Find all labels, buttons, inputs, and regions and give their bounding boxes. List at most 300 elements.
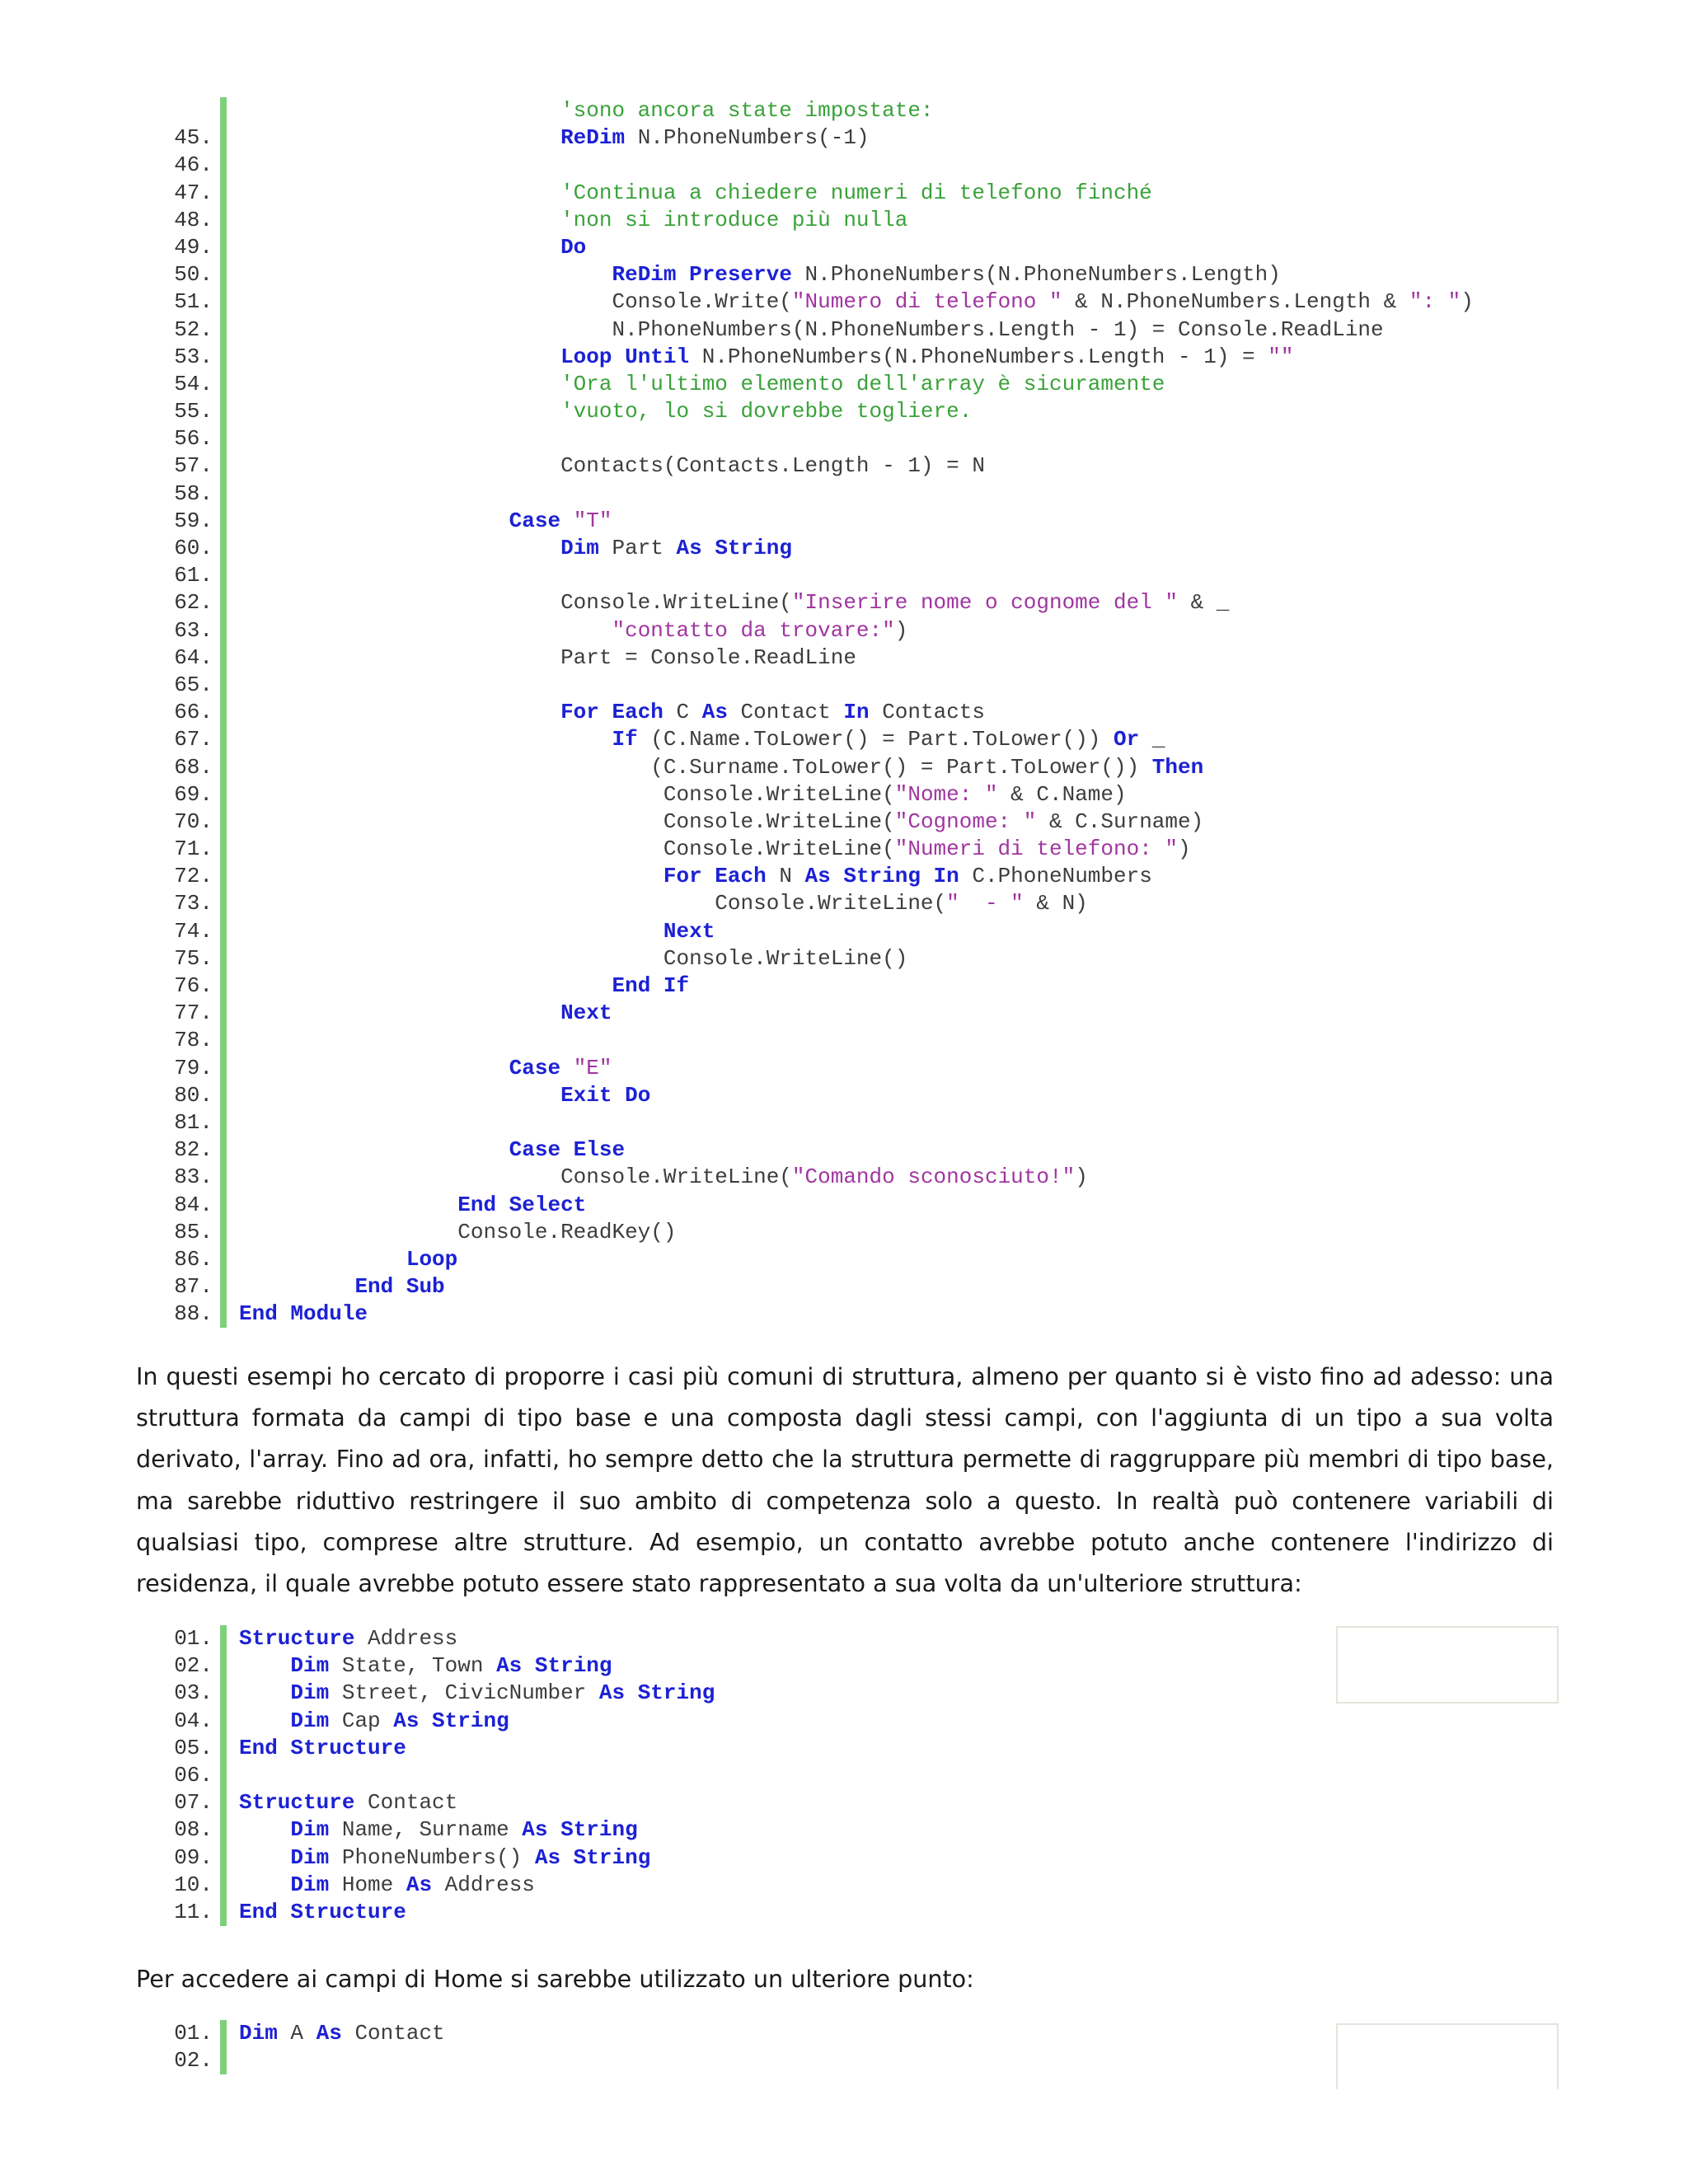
gutter-bar — [220, 808, 227, 836]
code-block-main-module — [124, 97, 1558, 1328]
gutter-bar — [220, 918, 227, 945]
code-line — [124, 1762, 1558, 1789]
gutter-bar — [220, 1164, 227, 1191]
keyword-token: As — [701, 700, 728, 725]
keyword-token: Case Else — [509, 1137, 626, 1163]
gutter-bar — [220, 890, 227, 917]
code-token — [239, 344, 560, 369]
code-text — [239, 699, 985, 726]
code-token: & C.Name) — [997, 781, 1127, 807]
code-token: & C.Surname) — [1036, 808, 1204, 834]
code-line — [124, 234, 1558, 261]
keyword-token: End Structure — [239, 1735, 406, 1760]
gutter-bar — [220, 1109, 227, 1137]
keyword-token: ReDim Preserve — [612, 262, 792, 288]
line-number: 48. — [174, 207, 213, 232]
gutter-bar — [220, 425, 227, 452]
string-token: "Cognome: " — [894, 808, 1037, 834]
keyword-token: As String — [598, 1680, 715, 1706]
keyword-token: As String — [496, 1653, 612, 1679]
gutter-bar — [220, 1055, 227, 1082]
code-token — [239, 1817, 290, 1842]
keyword-token: If — [612, 727, 638, 752]
keyword-token: Next — [560, 1001, 612, 1026]
line-number: 02. — [174, 2048, 213, 2074]
code-token — [560, 1056, 574, 1080]
code-line — [124, 589, 1558, 616]
gutter-bar — [220, 1789, 227, 1816]
line-number: 78. — [174, 1028, 213, 1053]
code-text — [239, 1680, 715, 1707]
code-token: N.PhoneNumbers(-1) — [625, 125, 870, 151]
line-number: 65. — [174, 672, 213, 697]
string-token: "Inserire nome o cognome del " — [791, 590, 1178, 616]
code-text — [239, 1000, 612, 1027]
code-line — [124, 535, 1558, 562]
line-number: 09. — [174, 1844, 213, 1870]
code-line — [124, 644, 1558, 672]
line-number: 54. — [174, 371, 213, 396]
code-line — [124, 1273, 1558, 1301]
code-token — [239, 1193, 457, 1217]
keyword-token: As — [316, 2021, 342, 2046]
gutter-bar — [220, 344, 227, 371]
code-line — [124, 288, 1558, 316]
line-number: 70. — [174, 808, 213, 834]
line-number: 58. — [174, 480, 213, 506]
code-token: ) — [1178, 837, 1191, 862]
code-text — [239, 1219, 677, 1246]
code-token: Console.WriteLine() — [239, 945, 908, 971]
code-token — [239, 235, 560, 260]
gutter-bar — [220, 1027, 227, 1054]
code-line — [124, 562, 1558, 589]
gutter-bar — [220, 207, 227, 234]
gutter-bar — [220, 836, 227, 863]
code-text — [239, 316, 1384, 344]
code-text — [239, 1708, 509, 1735]
keyword-token: Dim — [290, 1844, 330, 1870]
line-number: 66. — [174, 700, 213, 725]
code-line — [124, 699, 1558, 726]
code-token: Part — [598, 536, 677, 560]
code-token — [239, 125, 560, 150]
code-text — [239, 617, 907, 644]
code-text — [239, 1652, 612, 1680]
code-token — [239, 864, 663, 888]
keyword-token: As — [406, 1872, 433, 1897]
gutter-bar — [220, 945, 227, 972]
gutter-bar — [220, 1816, 227, 1844]
gutter-bar — [220, 97, 227, 124]
code-line — [124, 316, 1558, 344]
code-text — [239, 234, 586, 261]
code-token — [560, 509, 574, 533]
line-number: 88. — [174, 1301, 213, 1327]
keyword-token: As String — [676, 536, 792, 560]
code-text — [239, 754, 1203, 781]
comment-token: 'Continua a chiedere numeri di telefono finché — [239, 180, 1152, 205]
gutter-bar — [220, 124, 227, 152]
line-number: 08. — [174, 1817, 213, 1843]
line-number: 53. — [174, 344, 213, 369]
gutter-bar — [220, 316, 227, 344]
gutter-bar — [220, 1192, 227, 1219]
line-number: 10. — [174, 1872, 213, 1897]
code-text — [239, 398, 972, 425]
gutter-bar — [220, 535, 227, 562]
code-token: Contacts(Contacts.Length - 1) = N — [239, 453, 985, 479]
code-text — [239, 344, 1293, 371]
code-token — [239, 1137, 509, 1162]
code-token: Console.WriteLine( — [239, 891, 947, 916]
line-number: 81. — [174, 1109, 213, 1135]
keyword-token: For Each — [560, 700, 663, 725]
code-line — [124, 1899, 1558, 1926]
line-number: 45. — [174, 125, 213, 151]
keyword-token: In — [843, 700, 870, 725]
string-token: " - " — [946, 891, 1024, 916]
keyword-token: End Structure — [239, 1899, 406, 1924]
code-token — [239, 919, 663, 944]
gutter-bar — [220, 288, 227, 316]
keyword-token: Then — [1151, 754, 1204, 780]
line-number: 80. — [174, 1082, 213, 1108]
code-token — [239, 536, 560, 560]
gutter-bar — [220, 1652, 227, 1680]
keyword-token: Structure — [239, 1790, 355, 1816]
code-token: Contact — [341, 2021, 445, 2046]
code-token: Console.WriteLine( — [239, 590, 792, 616]
gutter-bar — [220, 508, 227, 535]
gutter-bar — [220, 617, 227, 644]
comment-token: 'non si introduce più nulla — [239, 207, 908, 232]
gutter-bar — [220, 972, 227, 1000]
code-token — [239, 1083, 560, 1108]
code-line — [124, 207, 1558, 234]
code-token: N — [766, 864, 805, 889]
comment-token: 'Ora l'ultimo elemento dell'array è sicuramente — [239, 371, 1165, 396]
keyword-token: Dim — [290, 1708, 330, 1733]
code-text — [239, 1137, 625, 1164]
line-number: 68. — [174, 754, 213, 780]
comment-token: 'sono ancora state impostate: — [239, 98, 934, 123]
code-line — [124, 972, 1558, 1000]
code-line — [124, 398, 1558, 425]
gutter-bar — [220, 672, 227, 699]
code-text — [239, 1082, 650, 1109]
gutter-bar — [220, 371, 227, 398]
keyword-token: Or — [1114, 727, 1140, 752]
code-token: Console.WriteLine( — [239, 1165, 792, 1190]
line-number: 46. — [174, 152, 213, 178]
code-text — [239, 508, 612, 535]
code-line — [124, 754, 1558, 781]
gutter-bar — [220, 1899, 227, 1926]
code-line — [124, 726, 1558, 753]
code-text — [239, 1055, 612, 1082]
gutter-bar — [220, 754, 227, 781]
line-number: 86. — [174, 1246, 213, 1272]
code-text — [239, 1246, 457, 1273]
line-number: 52. — [174, 316, 213, 342]
code-text — [239, 261, 1281, 288]
gutter-bar — [220, 562, 227, 589]
code-line — [124, 1055, 1558, 1082]
string-token: "" — [1268, 344, 1294, 369]
line-number: 75. — [174, 945, 213, 971]
code-line — [124, 480, 1558, 508]
code-text — [239, 1301, 368, 1328]
code-token: C.PhoneNumbers — [959, 864, 1152, 889]
line-number: 87. — [174, 1274, 213, 1300]
code-text — [239, 535, 792, 562]
code-token: Address — [354, 1626, 458, 1651]
code-line — [124, 1789, 1558, 1816]
code-text — [239, 371, 1165, 398]
keyword-token: As String — [393, 1708, 509, 1733]
line-number: 77. — [174, 1001, 213, 1026]
code-text — [239, 1273, 445, 1301]
code-text — [239, 1192, 586, 1219]
keyword-token: For Each — [663, 864, 767, 889]
code-line — [124, 1816, 1558, 1844]
code-line — [124, 945, 1558, 972]
code-token — [239, 1872, 290, 1897]
line-number: 59. — [174, 508, 213, 533]
code-line — [124, 672, 1558, 699]
code-token: Cap — [329, 1708, 394, 1733]
code-line — [124, 452, 1558, 480]
line-number: 67. — [174, 727, 213, 752]
code-line — [124, 1735, 1558, 1762]
line-number: 79. — [174, 1055, 213, 1080]
gutter-bar — [220, 398, 227, 425]
string-token: "contatto da trovare:" — [612, 617, 895, 643]
code-line — [124, 1219, 1558, 1246]
keyword-token: Loop Until — [560, 344, 690, 369]
code-token: Console.WriteLine( — [239, 808, 895, 834]
keyword-token: Dim — [290, 1872, 330, 1897]
code-line — [124, 1137, 1558, 1164]
keyword-token: Structure — [239, 1626, 355, 1651]
code-text — [239, 918, 715, 945]
gutter-bar — [220, 2047, 227, 2074]
line-number: 05. — [174, 1735, 213, 1760]
line-number: 64. — [174, 644, 213, 670]
gutter-bar — [220, 1246, 227, 1273]
code-text — [239, 1872, 535, 1899]
gutter-bar — [220, 644, 227, 672]
gutter-bar — [220, 1082, 227, 1109]
code-token: Part = Console.ReadLine — [239, 644, 856, 670]
code-token: ) — [1075, 1165, 1088, 1190]
code-text — [239, 124, 870, 152]
code-line — [124, 261, 1558, 288]
code-token: Name, Surname — [329, 1817, 523, 1843]
code-token: Contact — [727, 700, 844, 725]
line-number: 85. — [174, 1219, 213, 1244]
gutter-bar — [220, 1844, 227, 1872]
code-line — [124, 1164, 1558, 1191]
code-line — [124, 781, 1558, 808]
gutter-bar — [220, 1301, 227, 1328]
gutter-bar — [220, 1219, 227, 1246]
code-token: C — [663, 700, 702, 725]
code-token — [239, 1845, 290, 1870]
code-line — [124, 808, 1558, 836]
line-number: 76. — [174, 973, 213, 998]
code-token — [239, 509, 509, 533]
keyword-token: ReDim — [560, 125, 626, 151]
string-token: "E" — [573, 1055, 612, 1080]
code-line — [124, 425, 1558, 452]
gutter-bar — [220, 480, 227, 508]
line-number: 61. — [174, 563, 213, 588]
code-token — [239, 973, 612, 998]
string-token: ": " — [1409, 289, 1461, 315]
code-line — [124, 1000, 1558, 1027]
code-line — [124, 1192, 1558, 1219]
line-number: 01. — [174, 1626, 213, 1651]
code-token — [239, 1247, 406, 1272]
code-token — [239, 727, 612, 752]
keyword-token: Case — [509, 1055, 561, 1080]
code-line — [124, 836, 1558, 863]
gutter-bar — [220, 726, 227, 753]
line-number: 07. — [174, 1790, 213, 1816]
code-token — [239, 1274, 354, 1299]
code-text — [239, 97, 934, 124]
gutter-bar — [220, 1137, 227, 1164]
code-token — [239, 700, 560, 724]
line-number: 83. — [174, 1165, 213, 1190]
code-token: (C.Name.ToLower() = Part.ToLower()) — [637, 727, 1114, 752]
code-text — [239, 288, 1474, 316]
gutter-bar — [220, 781, 227, 808]
line-number: 06. — [174, 1762, 213, 1788]
code-text — [239, 726, 1165, 753]
gutter-bar — [220, 1000, 227, 1027]
gutter-bar — [220, 1273, 227, 1301]
code-text — [239, 180, 1152, 207]
code-line — [124, 1082, 1558, 1109]
gutter-bar — [220, 2020, 227, 2047]
code-token: _ — [1139, 727, 1165, 752]
code-token: Address — [432, 1872, 535, 1897]
line-number: 57. — [174, 453, 213, 479]
code-text — [239, 452, 985, 480]
code-text — [239, 1735, 406, 1762]
code-token: Street, CivicNumber — [329, 1680, 599, 1706]
code-token: ) — [1461, 289, 1474, 315]
keyword-token: As String — [522, 1817, 638, 1843]
code-text — [239, 1625, 457, 1652]
code-toolbar-box — [1336, 2023, 1559, 2089]
code-line — [124, 863, 1558, 890]
code-text — [239, 1899, 406, 1926]
code-token — [239, 262, 612, 287]
code-line — [124, 1301, 1558, 1328]
code-token: Console.WriteLine( — [239, 781, 895, 807]
code-token — [239, 618, 612, 643]
code-token: PhoneNumbers() — [329, 1844, 535, 1870]
code-line — [124, 1844, 1558, 1872]
code-token: N.PhoneNumbers(N.PhoneNumbers.Length) — [791, 262, 1281, 288]
gutter-bar — [220, 863, 227, 890]
code-token: N.PhoneNumbers(N.PhoneNumbers.Length - 1) = Console.ReadLine — [239, 316, 1384, 342]
string-token: "Numero di telefono " — [791, 289, 1062, 315]
keyword-token: Do — [560, 234, 587, 260]
line-number: 72. — [174, 864, 213, 889]
code-token: & _ — [1178, 590, 1230, 616]
keyword-token: Case — [509, 508, 561, 533]
code-line — [124, 1246, 1558, 1273]
keyword-token: Dim — [290, 1653, 330, 1679]
gutter-bar — [220, 261, 227, 288]
code-token — [239, 1056, 509, 1080]
string-token: "T" — [573, 508, 612, 533]
code-toolbar-box — [1336, 1626, 1559, 1704]
line-number: 84. — [174, 1192, 213, 1217]
code-line — [124, 152, 1558, 179]
code-text — [239, 644, 856, 672]
code-line — [124, 124, 1558, 152]
keyword-token: End Module — [239, 1301, 368, 1327]
comment-token: 'vuoto, lo si dovrebbe togliere. — [239, 399, 973, 424]
line-number: 60. — [174, 536, 213, 560]
code-token — [239, 1708, 290, 1733]
line-number: 62. — [174, 590, 213, 616]
code-line — [124, 344, 1558, 371]
keyword-token: Dim — [290, 1817, 330, 1843]
string-token: "Comando sconosciuto!" — [791, 1165, 1076, 1190]
code-text — [239, 890, 1088, 917]
gutter-bar — [220, 1762, 227, 1789]
keyword-token: As String — [534, 1844, 651, 1870]
line-number: 82. — [174, 1137, 213, 1163]
code-text — [239, 1789, 457, 1816]
gutter-bar — [220, 1708, 227, 1735]
code-text — [239, 1844, 650, 1872]
gutter-bar — [220, 1735, 227, 1762]
line-number: 01. — [174, 2021, 213, 2046]
code-token: ) — [894, 617, 908, 643]
line-number: 47. — [174, 180, 213, 205]
code-token: Console.Write( — [239, 289, 792, 315]
line-number: 11. — [174, 1899, 213, 1924]
line-number: 55. — [174, 399, 213, 424]
line-number: 63. — [174, 617, 213, 643]
code-token — [239, 1680, 290, 1705]
code-text — [239, 207, 907, 234]
code-token: State, Town — [329, 1653, 497, 1679]
code-text — [239, 808, 1203, 836]
code-line — [124, 508, 1558, 535]
line-number: 74. — [174, 918, 213, 944]
code-text — [239, 1816, 638, 1844]
line-number: 71. — [174, 837, 213, 862]
code-token — [239, 1653, 290, 1678]
code-token: Contact — [354, 1790, 458, 1816]
code-text — [239, 2020, 445, 2047]
gutter-bar — [220, 180, 227, 207]
line-number: 56. — [174, 426, 213, 452]
line-number: 50. — [174, 262, 213, 288]
code-line — [124, 890, 1558, 917]
code-token: & N.PhoneNumbers.Length & — [1062, 289, 1409, 315]
code-text — [239, 972, 689, 1000]
